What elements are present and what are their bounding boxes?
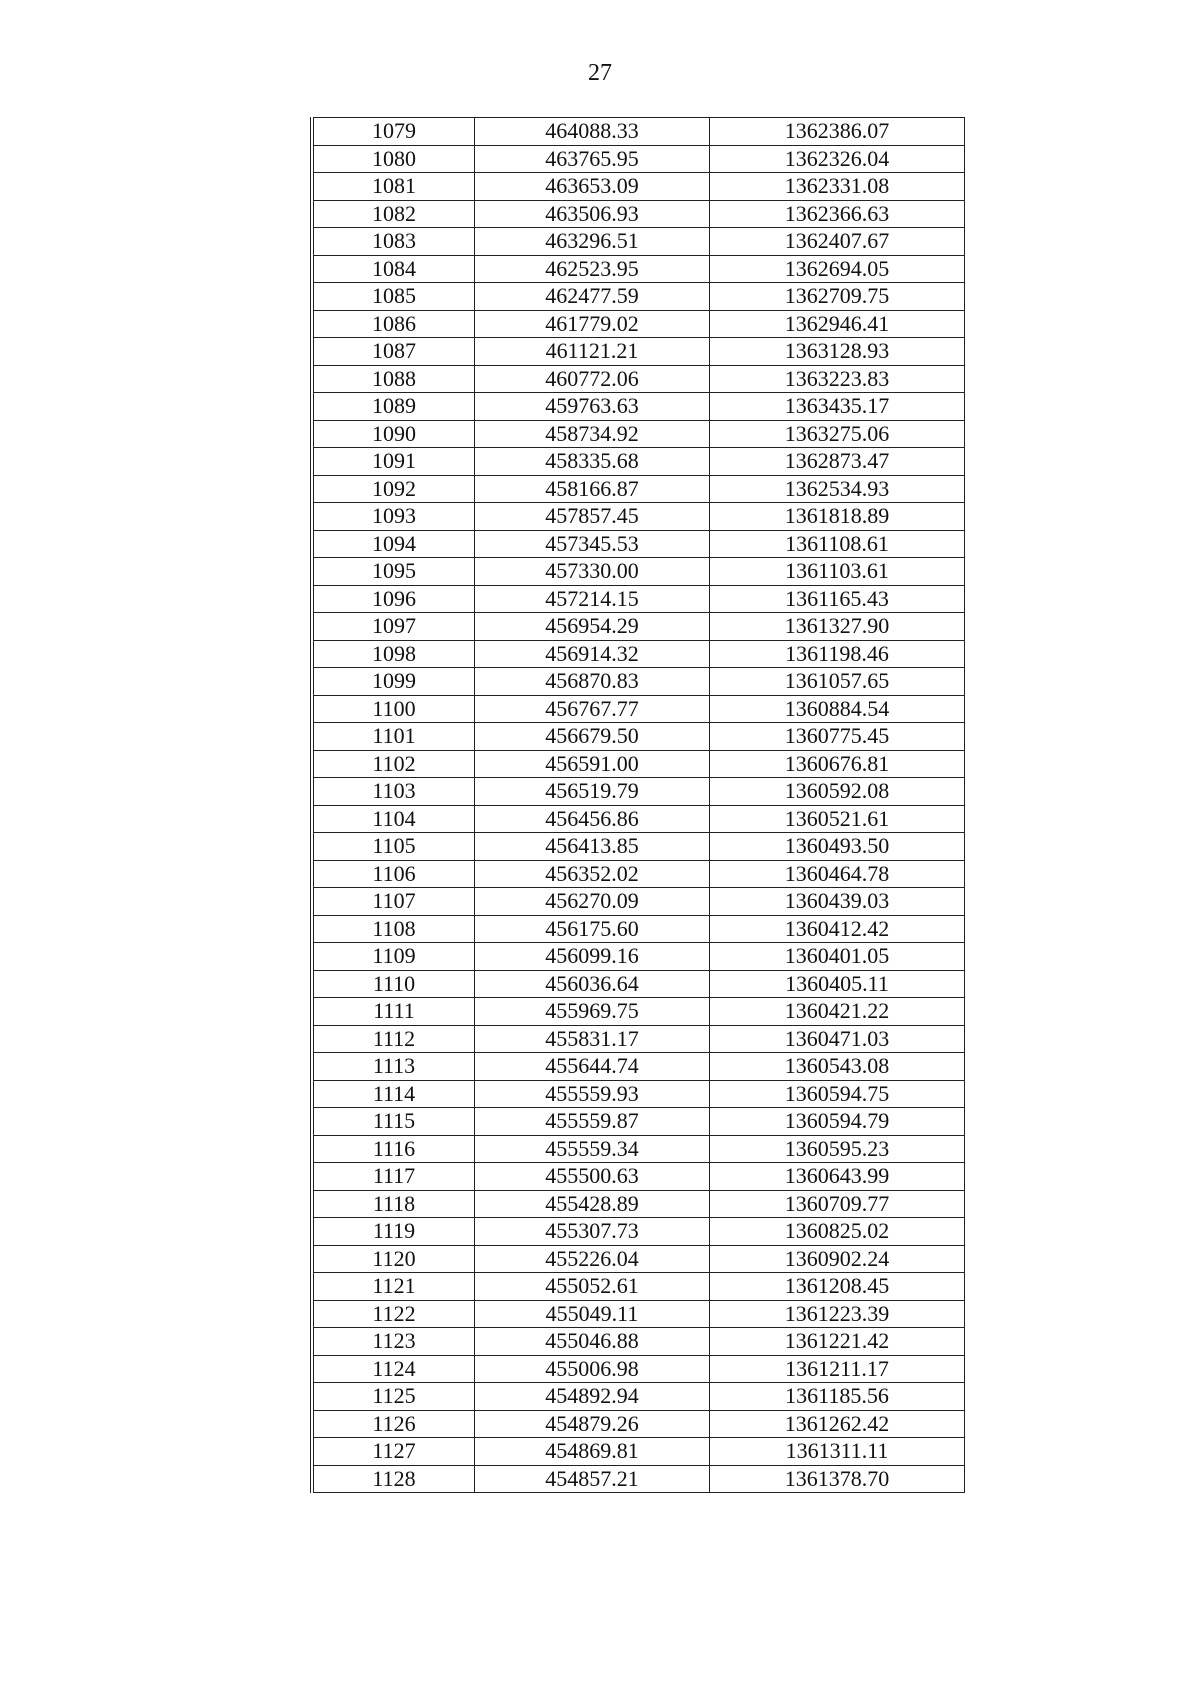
point-number-cell: 1082: [312, 200, 475, 228]
x-coordinate-cell: 458335.68: [475, 448, 710, 476]
x-coordinate-cell: 455559.34: [475, 1135, 710, 1163]
y-coordinate-cell: 1361198.46: [710, 640, 965, 668]
y-coordinate-cell: 1361262.42: [710, 1410, 965, 1438]
y-coordinate-cell: 1360493.50: [710, 833, 965, 861]
point-number-cell: 1121: [312, 1273, 475, 1301]
x-coordinate-cell: 463653.09: [475, 173, 710, 201]
table-row: [312, 998, 965, 1026]
table-row: [312, 145, 965, 173]
x-coordinate-cell: 455052.61: [475, 1273, 710, 1301]
y-coordinate-cell: 1362386.07: [710, 118, 965, 146]
point-number-cell: 1086: [312, 310, 475, 338]
x-coordinate-cell: 455559.93: [475, 1080, 710, 1108]
table-row: [312, 1300, 965, 1328]
y-coordinate-cell: 1363223.83: [710, 365, 965, 393]
x-coordinate-cell: 456870.83: [475, 668, 710, 696]
table-row: [312, 1080, 965, 1108]
x-coordinate-cell: 458734.92: [475, 420, 710, 448]
y-coordinate-cell: 1362534.93: [710, 475, 965, 503]
table-row: [312, 118, 965, 146]
y-coordinate-cell: 1361818.89: [710, 503, 965, 531]
y-coordinate-cell: 1360464.78: [710, 860, 965, 888]
x-coordinate-cell: 456352.02: [475, 860, 710, 888]
y-coordinate-cell: 1363128.93: [710, 338, 965, 366]
table-row: [312, 173, 965, 201]
y-coordinate-cell: 1360676.81: [710, 750, 965, 778]
x-coordinate-cell: 456456.86: [475, 805, 710, 833]
table-row: [312, 1355, 965, 1383]
table-row: [312, 778, 965, 806]
y-coordinate-cell: 1361221.42: [710, 1328, 965, 1356]
y-coordinate-cell: 1361378.70: [710, 1465, 965, 1493]
table-row: [312, 1438, 965, 1466]
point-number-cell: 1122: [312, 1300, 475, 1328]
table-row: [312, 888, 965, 916]
x-coordinate-cell: 457857.45: [475, 503, 710, 531]
table-row: [312, 283, 965, 311]
x-coordinate-cell: 455307.73: [475, 1218, 710, 1246]
point-number-cell: 1107: [312, 888, 475, 916]
x-coordinate-cell: 455559.87: [475, 1108, 710, 1136]
y-coordinate-cell: 1361327.90: [710, 613, 965, 641]
point-number-cell: 1117: [312, 1163, 475, 1191]
x-coordinate-cell: 464088.33: [475, 118, 710, 146]
table-row: [312, 970, 965, 998]
y-coordinate-cell: 1360405.11: [710, 970, 965, 998]
y-coordinate-cell: 1363275.06: [710, 420, 965, 448]
point-number-cell: 1114: [312, 1080, 475, 1108]
x-coordinate-cell: 457330.00: [475, 558, 710, 586]
x-coordinate-cell: 461779.02: [475, 310, 710, 338]
x-coordinate-cell: 458166.87: [475, 475, 710, 503]
x-coordinate-cell: 459763.63: [475, 393, 710, 421]
x-coordinate-cell: 454869.81: [475, 1438, 710, 1466]
table-row: [312, 723, 965, 751]
x-coordinate-cell: 463506.93: [475, 200, 710, 228]
y-coordinate-cell: 1360401.05: [710, 943, 965, 971]
x-coordinate-cell: 457345.53: [475, 530, 710, 558]
y-coordinate-cell: 1362326.04: [710, 145, 965, 173]
table-row: [312, 1053, 965, 1081]
y-coordinate-cell: 1360439.03: [710, 888, 965, 916]
x-coordinate-cell: 456099.16: [475, 943, 710, 971]
x-coordinate-cell: 456175.60: [475, 915, 710, 943]
x-coordinate-cell: 455500.63: [475, 1163, 710, 1191]
table-row: [312, 503, 965, 531]
x-coordinate-cell: 454879.26: [475, 1410, 710, 1438]
table-row: [312, 695, 965, 723]
y-coordinate-cell: 1361103.61: [710, 558, 965, 586]
y-coordinate-cell: 1361223.39: [710, 1300, 965, 1328]
table-row: [312, 338, 965, 366]
table-row: [312, 365, 965, 393]
y-coordinate-cell: 1362873.47: [710, 448, 965, 476]
point-number-cell: 1088: [312, 365, 475, 393]
x-coordinate-cell: 462523.95: [475, 255, 710, 283]
y-coordinate-cell: 1360543.08: [710, 1053, 965, 1081]
table-row: [312, 1108, 965, 1136]
y-coordinate-cell: 1361185.56: [710, 1383, 965, 1411]
table-row: [312, 1163, 965, 1191]
point-number-cell: 1090: [312, 420, 475, 448]
point-number-cell: 1095: [312, 558, 475, 586]
table-row: [312, 1273, 965, 1301]
table-row: [312, 1190, 965, 1218]
point-number-cell: 1128: [312, 1465, 475, 1493]
y-coordinate-cell: 1360421.22: [710, 998, 965, 1026]
y-coordinate-cell: 1362946.41: [710, 310, 965, 338]
x-coordinate-cell: 456954.29: [475, 613, 710, 641]
y-coordinate-cell: 1360775.45: [710, 723, 965, 751]
y-coordinate-cell: 1360595.23: [710, 1135, 965, 1163]
point-number-cell: 1084: [312, 255, 475, 283]
x-coordinate-cell: 456036.64: [475, 970, 710, 998]
y-coordinate-cell: 1360643.99: [710, 1163, 965, 1191]
y-coordinate-cell: 1361057.65: [710, 668, 965, 696]
point-number-cell: 1099: [312, 668, 475, 696]
point-number-cell: 1116: [312, 1135, 475, 1163]
y-coordinate-cell: 1360412.42: [710, 915, 965, 943]
point-number-cell: 1081: [312, 173, 475, 201]
point-number-cell: 1113: [312, 1053, 475, 1081]
table-row: [312, 420, 965, 448]
point-number-cell: 1091: [312, 448, 475, 476]
table-row: [312, 1218, 965, 1246]
table-row: [312, 1245, 965, 1273]
point-number-cell: 1080: [312, 145, 475, 173]
table-row: [312, 228, 965, 256]
table-row: [312, 915, 965, 943]
table-row: [312, 475, 965, 503]
point-number-cell: 1120: [312, 1245, 475, 1273]
y-coordinate-cell: 1362694.05: [710, 255, 965, 283]
table-row: [312, 1465, 965, 1493]
x-coordinate-cell: 455226.04: [475, 1245, 710, 1273]
x-coordinate-cell: 457214.15: [475, 585, 710, 613]
y-coordinate-cell: 1362407.67: [710, 228, 965, 256]
point-number-cell: 1105: [312, 833, 475, 861]
point-number-cell: 1126: [312, 1410, 475, 1438]
point-number-cell: 1096: [312, 585, 475, 613]
point-number-cell: 1092: [312, 475, 475, 503]
table-row: [312, 448, 965, 476]
point-number-cell: 1097: [312, 613, 475, 641]
x-coordinate-cell: 455049.11: [475, 1300, 710, 1328]
point-number-cell: 1089: [312, 393, 475, 421]
y-coordinate-cell: 1360592.08: [710, 778, 965, 806]
y-coordinate-cell: 1361108.61: [710, 530, 965, 558]
table-row: [312, 640, 965, 668]
point-number-cell: 1108: [312, 915, 475, 943]
y-coordinate-cell: 1360825.02: [710, 1218, 965, 1246]
point-number-cell: 1079: [312, 118, 475, 146]
table-row: [312, 668, 965, 696]
table-row: [312, 943, 965, 971]
x-coordinate-cell: 460772.06: [475, 365, 710, 393]
y-coordinate-cell: 1360594.79: [710, 1108, 965, 1136]
point-number-cell: 1124: [312, 1355, 475, 1383]
point-number-cell: 1111: [312, 998, 475, 1026]
point-number-cell: 1106: [312, 860, 475, 888]
table-row: [312, 750, 965, 778]
point-number-cell: 1112: [312, 1025, 475, 1053]
y-coordinate-cell: 1360884.54: [710, 695, 965, 723]
table-row: [312, 255, 965, 283]
coordinates-table: [310, 117, 965, 1493]
x-coordinate-cell: 463296.51: [475, 228, 710, 256]
point-number-cell: 1115: [312, 1108, 475, 1136]
point-number-cell: 1087: [312, 338, 475, 366]
coordinates-table-body: [312, 118, 965, 1493]
y-coordinate-cell: 1361208.45: [710, 1273, 965, 1301]
table-row: [312, 310, 965, 338]
table-row: [312, 805, 965, 833]
y-coordinate-cell: 1362709.75: [710, 283, 965, 311]
x-coordinate-cell: 455006.98: [475, 1355, 710, 1383]
y-coordinate-cell: 1363435.17: [710, 393, 965, 421]
x-coordinate-cell: 456519.79: [475, 778, 710, 806]
x-coordinate-cell: 455428.89: [475, 1190, 710, 1218]
y-coordinate-cell: 1361211.17: [710, 1355, 965, 1383]
table-row: [312, 585, 965, 613]
point-number-cell: 1119: [312, 1218, 475, 1246]
x-coordinate-cell: 455831.17: [475, 1025, 710, 1053]
x-coordinate-cell: 456413.85: [475, 833, 710, 861]
point-number-cell: 1110: [312, 970, 475, 998]
x-coordinate-cell: 463765.95: [475, 145, 710, 173]
point-number-cell: 1100: [312, 695, 475, 723]
x-coordinate-cell: 454857.21: [475, 1465, 710, 1493]
point-number-cell: 1085: [312, 283, 475, 311]
x-coordinate-cell: 455046.88: [475, 1328, 710, 1356]
table-row: [312, 200, 965, 228]
y-coordinate-cell: 1360521.61: [710, 805, 965, 833]
table-row: [312, 1025, 965, 1053]
x-coordinate-cell: 455644.74: [475, 1053, 710, 1081]
point-number-cell: 1102: [312, 750, 475, 778]
page-number: 27: [588, 60, 612, 86]
point-number-cell: 1104: [312, 805, 475, 833]
point-number-cell: 1118: [312, 1190, 475, 1218]
x-coordinate-cell: 456679.50: [475, 723, 710, 751]
x-coordinate-cell: 456914.32: [475, 640, 710, 668]
table-row: [312, 558, 965, 586]
y-coordinate-cell: 1362366.63: [710, 200, 965, 228]
x-coordinate-cell: 462477.59: [475, 283, 710, 311]
table-row: [312, 613, 965, 641]
point-number-cell: 1094: [312, 530, 475, 558]
point-number-cell: 1103: [312, 778, 475, 806]
x-coordinate-cell: 455969.75: [475, 998, 710, 1026]
table-row: [312, 1410, 965, 1438]
x-coordinate-cell: 456591.00: [475, 750, 710, 778]
point-number-cell: 1127: [312, 1438, 475, 1466]
point-number-cell: 1123: [312, 1328, 475, 1356]
x-coordinate-cell: 461121.21: [475, 338, 710, 366]
point-number-cell: 1083: [312, 228, 475, 256]
table-row: [312, 833, 965, 861]
y-coordinate-cell: 1360594.75: [710, 1080, 965, 1108]
point-number-cell: 1098: [312, 640, 475, 668]
y-coordinate-cell: 1360902.24: [710, 1245, 965, 1273]
y-coordinate-cell: 1362331.08: [710, 173, 965, 201]
point-number-cell: 1093: [312, 503, 475, 531]
table-row: [312, 530, 965, 558]
y-coordinate-cell: 1360471.03: [710, 1025, 965, 1053]
y-coordinate-cell: 1360709.77: [710, 1190, 965, 1218]
table-row: [312, 1383, 965, 1411]
x-coordinate-cell: 456270.09: [475, 888, 710, 916]
table-row: [312, 860, 965, 888]
x-coordinate-cell: 456767.77: [475, 695, 710, 723]
y-coordinate-cell: 1361311.11: [710, 1438, 965, 1466]
table-row: [312, 393, 965, 421]
y-coordinate-cell: 1361165.43: [710, 585, 965, 613]
point-number-cell: 1109: [312, 943, 475, 971]
point-number-cell: 1125: [312, 1383, 475, 1411]
table-row: [312, 1328, 965, 1356]
x-coordinate-cell: 454892.94: [475, 1383, 710, 1411]
point-number-cell: 1101: [312, 723, 475, 751]
table-row: [312, 1135, 965, 1163]
